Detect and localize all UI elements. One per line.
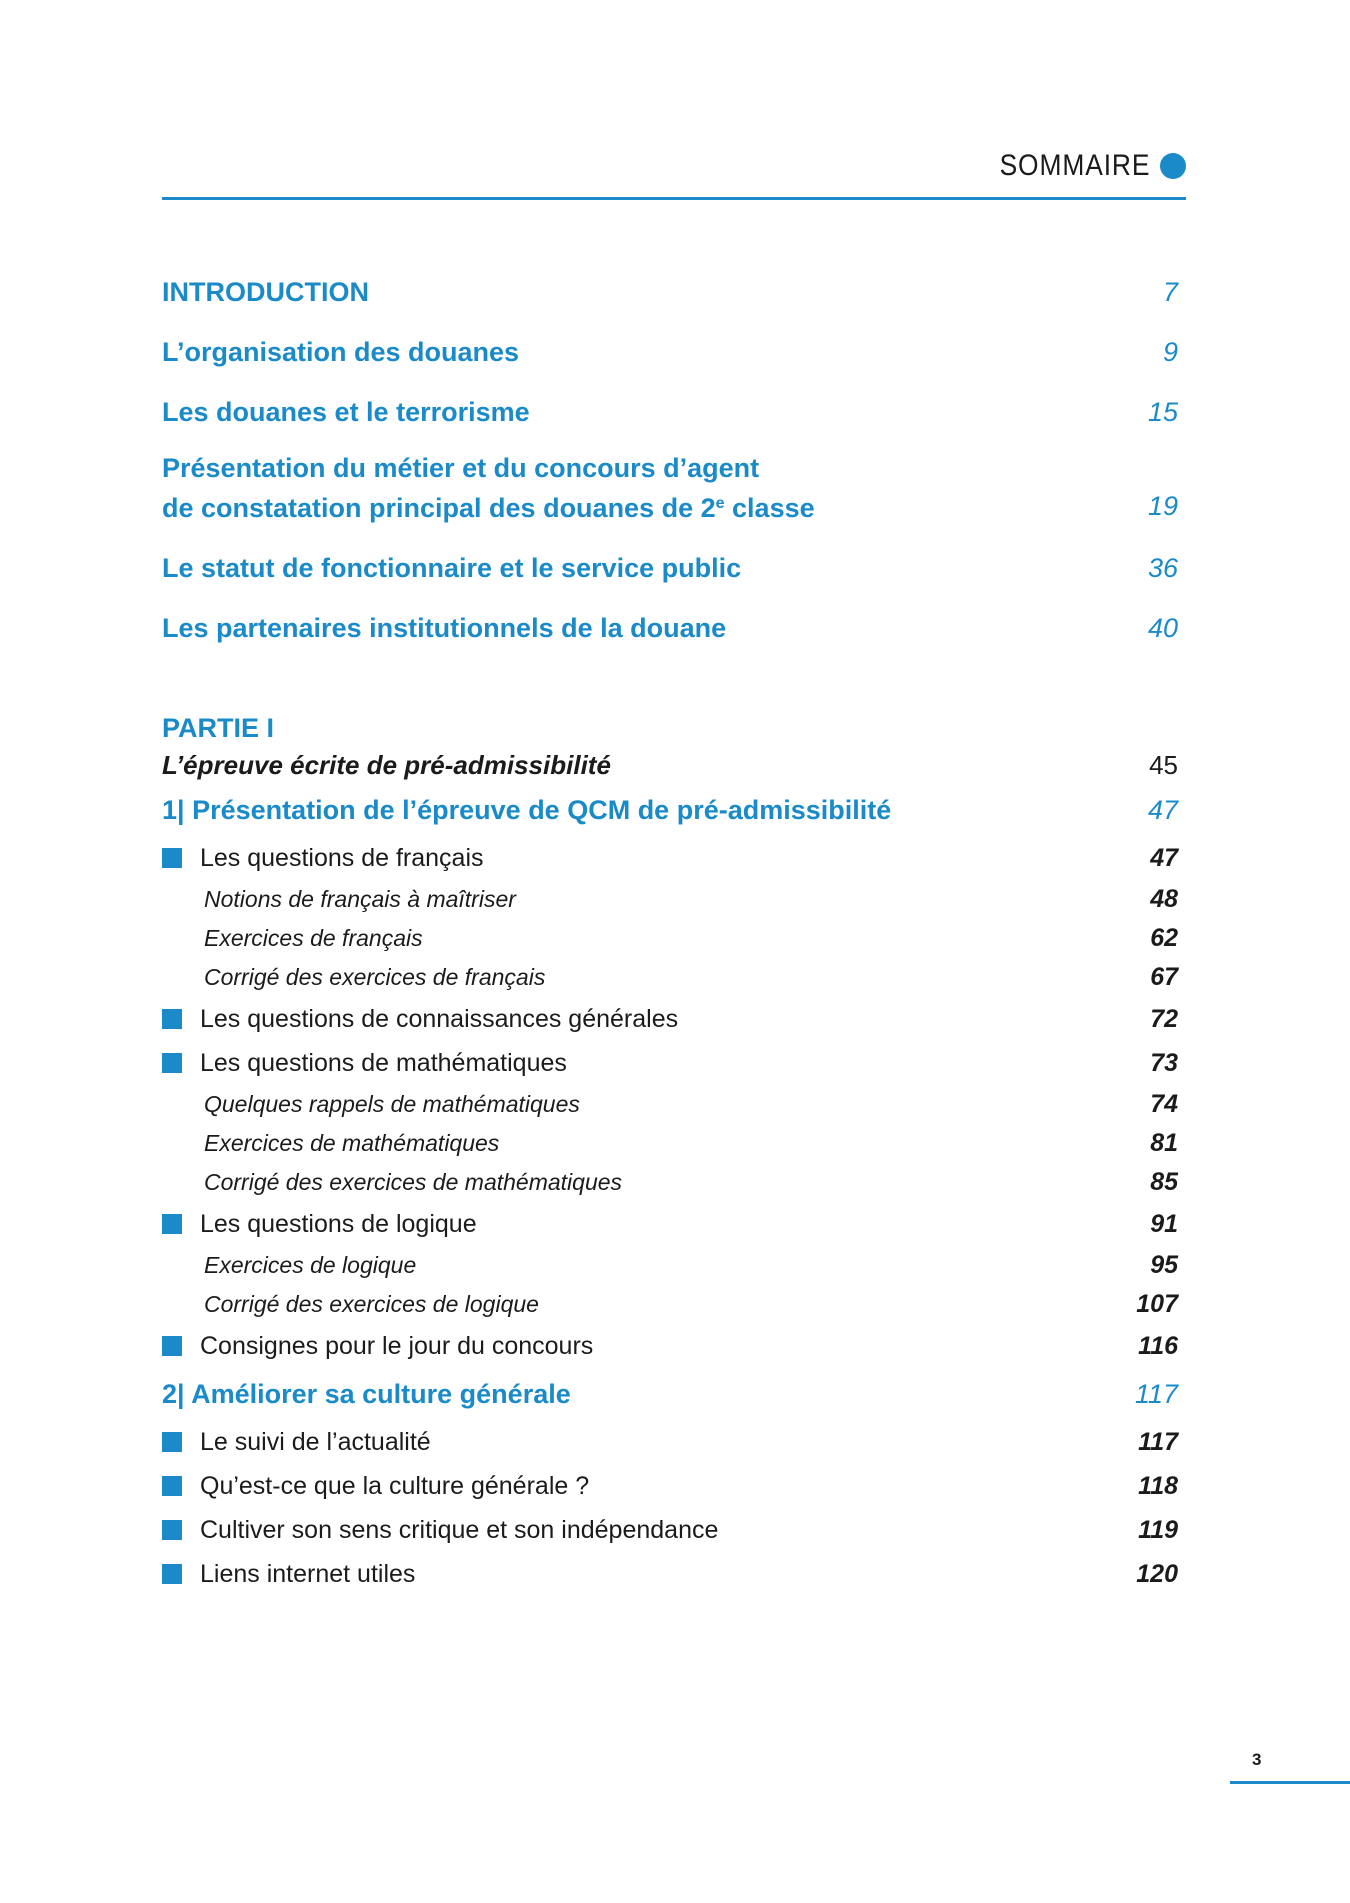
toc-entry-label-line2: de constatation principal des douanes de 2	[162, 493, 716, 523]
square-bullet-icon	[162, 1053, 182, 1073]
toc-entry-label: Les partenaires institutionnels de la douane	[162, 613, 727, 643]
toc-subitem-page: 62	[1150, 924, 1178, 952]
toc-entry-label: L’organisation des douanes	[162, 337, 520, 367]
toc-subitem[interactable]	[162, 958, 1178, 997]
partie-title: PARTIE I	[162, 713, 275, 743]
toc-item-page: 119	[1138, 1516, 1178, 1544]
toc-entry-partenaires[interactable]	[162, 598, 1178, 658]
toc-entry-page: 36	[1147, 553, 1178, 583]
partie-subtitle: L’épreuve écrite de pré-admissibilité	[162, 750, 611, 780]
toc-entry-label: Les douanes et le terrorisme	[162, 397, 530, 427]
toc-item-label: Les questions de français	[200, 844, 484, 872]
toc-entry-page: 45	[1149, 750, 1178, 780]
toc-subitem-label: Corrigé des exercices de français	[204, 964, 546, 990]
toc-item[interactable]	[162, 1420, 1178, 1464]
toc-item-page: 72	[1150, 1005, 1178, 1033]
toc-item-label: Le suivi de l’actualité	[200, 1428, 431, 1456]
toc-entry-page: 15	[1147, 397, 1178, 427]
toc-item-page: 73	[1150, 1049, 1178, 1077]
toc-item-label: Les questions de connaissances générales	[200, 1005, 679, 1033]
square-bullet-icon	[162, 1432, 182, 1452]
superscript: e	[715, 495, 725, 512]
toc-subitem-page: 85	[1150, 1168, 1178, 1196]
circle-icon	[1160, 153, 1186, 179]
header-title: SOMMAIRE	[999, 149, 1150, 182]
toc-item-page: 120	[1136, 1560, 1178, 1588]
toc-entry-page: 7	[1162, 277, 1178, 307]
toc-subitem-label: Corrigé des exercices de logique	[204, 1291, 539, 1317]
toc-item[interactable]	[162, 1508, 1178, 1552]
toc-subitem[interactable]	[162, 1285, 1178, 1324]
table-of-contents	[162, 262, 1178, 1596]
toc-item[interactable]	[162, 1464, 1178, 1508]
toc-entry-page: 19	[1147, 491, 1178, 521]
toc-chapter-2[interactable]	[162, 1368, 1178, 1420]
chapter-label: 2| Améliorer sa culture générale	[162, 1379, 571, 1409]
toc-entry-organisation[interactable]	[162, 322, 1178, 382]
toc-subitem[interactable]	[162, 1124, 1178, 1163]
toc-entry-partie-subtitle[interactable]	[162, 746, 1178, 784]
toc-item[interactable]	[162, 1041, 1178, 1085]
toc-item[interactable]	[162, 1202, 1178, 1246]
footer-rule	[1230, 1781, 1350, 1784]
toc-subitem[interactable]	[162, 880, 1178, 919]
toc-subitem-page: 48	[1150, 885, 1178, 913]
toc-item[interactable]	[162, 1324, 1178, 1368]
square-bullet-icon	[162, 1520, 182, 1540]
toc-item-label: Les questions de mathématiques	[200, 1049, 567, 1077]
toc-item[interactable]	[162, 836, 1178, 880]
toc-item-label: Consignes pour le jour du concours	[200, 1332, 594, 1360]
toc-entry-label-line2-end: classe	[724, 493, 815, 523]
toc-item-page: 116	[1138, 1332, 1178, 1360]
toc-subitem-label: Exercices de mathématiques	[204, 1130, 500, 1156]
square-bullet-icon	[162, 1336, 182, 1356]
toc-entry-statut[interactable]	[162, 538, 1178, 598]
square-bullet-icon	[162, 848, 182, 868]
toc-entry-introduction[interactable]	[162, 262, 1178, 322]
toc-item-label: Liens internet utiles	[200, 1560, 416, 1588]
toc-entry-presentation-metier[interactable]	[162, 442, 1178, 538]
toc-item-label: Cultiver son sens critique et son indépendance	[200, 1516, 719, 1544]
toc-entry-label: Le statut de fonctionnaire et le service public	[162, 553, 742, 583]
toc-entry-label: INTRODUCTION	[162, 277, 369, 307]
toc-subitem[interactable]	[162, 1246, 1178, 1285]
toc-item-label: Les questions de logique	[200, 1210, 477, 1238]
toc-subitem-label: Corrigé des exercices de mathématiques	[204, 1169, 623, 1195]
toc-entry-page: 9	[1162, 337, 1178, 367]
toc-subitem-label: Notions de français à maîtriser	[204, 886, 516, 912]
toc-entry-page: 40	[1147, 613, 1178, 643]
toc-subitem-label: Exercices de logique	[204, 1252, 417, 1278]
toc-subitem[interactable]	[162, 919, 1178, 958]
toc-subitem-page: 81	[1150, 1129, 1178, 1157]
footer-page-number: 3	[1252, 1750, 1262, 1769]
toc-entry-label-line1: Présentation du métier et du concours d’agent	[162, 453, 760, 483]
toc-subitem-label: Exercices de français	[204, 925, 423, 951]
toc-item[interactable]	[162, 1552, 1178, 1596]
toc-item-page: 91	[1150, 1210, 1178, 1238]
toc-entry-label	[162, 442, 1088, 526]
toc-subitem-page: 107	[1136, 1290, 1178, 1318]
square-bullet-icon	[162, 1564, 182, 1584]
toc-subitem[interactable]	[162, 1163, 1178, 1202]
chapter-label: 1| Présentation de l’épreuve de QCM de pré-admissibilité	[162, 795, 892, 825]
toc-entry-page: 117	[1134, 1379, 1178, 1409]
square-bullet-icon	[162, 1009, 182, 1029]
toc-item[interactable]	[162, 997, 1178, 1041]
toc-subitem-label: Quelques rappels de mathématiques	[204, 1091, 580, 1117]
page-header	[162, 145, 1186, 200]
toc-item-page: 47	[1150, 844, 1178, 872]
toc-item-page: 117	[1138, 1428, 1178, 1456]
toc-entry-terrorisme[interactable]	[162, 382, 1178, 442]
toc-entry-page: 47	[1147, 795, 1178, 825]
toc-item-page: 118	[1138, 1472, 1178, 1500]
toc-subitem-page: 74	[1150, 1090, 1178, 1118]
toc-item-label: Qu’est-ce que la culture générale ?	[200, 1472, 590, 1500]
square-bullet-icon	[162, 1214, 182, 1234]
square-bullet-icon	[162, 1476, 182, 1496]
toc-subitem-page: 95	[1150, 1251, 1178, 1279]
toc-subitem[interactable]	[162, 1085, 1178, 1124]
toc-subitem-page: 67	[1150, 963, 1178, 991]
toc-chapter-1[interactable]	[162, 784, 1178, 836]
